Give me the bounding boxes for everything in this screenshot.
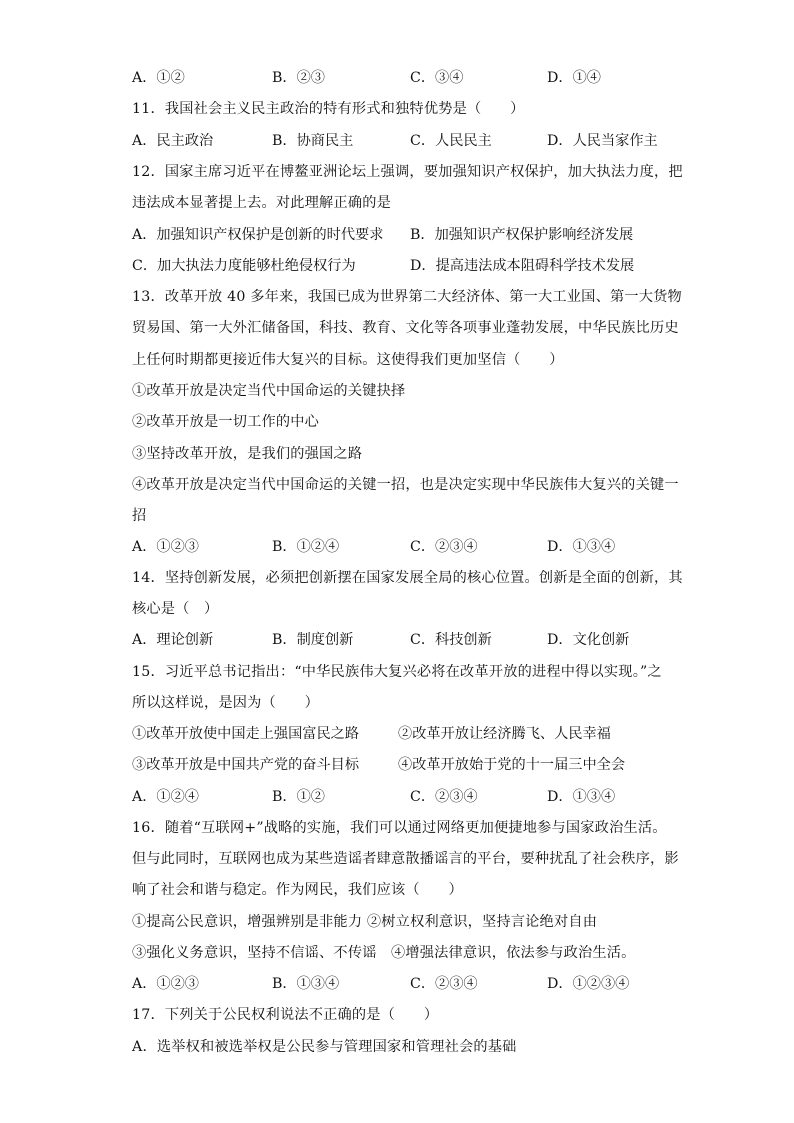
statement-item: ④改革开放始于党的十一届三中全会: [398, 757, 626, 773]
question-stem: 11．我国社会主义民主政治的特有形式和独特优势是（ ）: [132, 101, 525, 117]
option-c: C．②③④: [410, 539, 478, 555]
option-a: A．①②③: [132, 539, 199, 555]
statement-item: ②改革开放让经济腾飞、人民幸福: [398, 726, 611, 742]
question-stem: 违法成本显著提上去。对此理解正确的是: [132, 195, 391, 211]
option-a: A．加强知识产权保护是创新的时代要求: [132, 227, 384, 243]
question-stem: 所以这样说，是因为（ ）: [132, 695, 320, 711]
question-stem: 13．改革开放 40 多年来，我国已成为世界第二大经济体、第一大工业国、第一大货物: [132, 289, 682, 305]
option-c: C．③④: [410, 70, 464, 86]
option-d: D．①②③④: [547, 976, 630, 992]
option-d: D．①④: [547, 70, 601, 86]
option-b: B．②③: [272, 70, 325, 86]
option-b: B．制度创新: [272, 632, 354, 648]
option-a: A．理论创新: [132, 632, 214, 648]
option-b: B．加强知识产权保护影响经济发展: [410, 227, 634, 243]
question-stem: 12．国家主席习近平在博鳌亚洲论坛上强调，要加强知识产权保护，加大执法力度，把: [132, 164, 683, 180]
question-stem: 15．习近平总书记指出：“中华民族伟大复兴必将在改革开放的进程中得以实现。”之: [132, 664, 662, 680]
statement-item: ①提高公民意识，增强辨别是非能力 ②树立权利意识，坚持言论绝对自由: [132, 914, 598, 930]
option-d: D．提高违法成本阻碍科学技术发展: [410, 258, 635, 274]
statement-item: ①改革开放是决定当代中国命运的关键抉择: [132, 383, 406, 399]
option-c: C．加大执法力度能够杜绝侵权行为: [132, 258, 356, 274]
option-d: D．①③④: [547, 789, 616, 805]
statement-item: 招: [132, 508, 147, 524]
question-stem: 贸易国、第一大外汇储备国，科技、教育、文化等各项事业蓬勃发展，中华民族比历史: [132, 320, 679, 336]
option-b: B．协商民主: [272, 133, 354, 149]
option-b: B．①②④: [272, 539, 340, 555]
option-a: A．①②④: [132, 789, 199, 805]
option-a: A．①②③: [132, 976, 199, 992]
question-stem: 16．随着“互联网+”战略的实施，我们可以通过网络更加便捷地参与国家政治生活。: [132, 820, 667, 836]
option-a: A．①②: [132, 70, 185, 86]
statement-item: ①改革开放使中国走上强国富民之路: [132, 726, 360, 742]
option-c: C．②③④: [410, 976, 478, 992]
option-c: C．人民民主: [410, 133, 492, 149]
statement-item: ④改革开放是决定当代中国命运的关键一招，也是决定实现中华民族伟大复兴的关键一: [132, 477, 679, 493]
question-stem: 响了社会和谐与稳定。作为网民，我们应该（ ）: [132, 882, 463, 898]
option-a: A．民主政治: [132, 133, 214, 149]
option-a: A．选举权和被选举权是公民参与管理国家和管理社会的基础: [132, 1039, 517, 1055]
question-stem: 但与此同时，互联网也成为某些造谣者肆意散播谣言的平台，要种扰乱了社会秩序，影: [132, 851, 679, 867]
option-b: B．①②: [272, 789, 325, 805]
question-stem: 14．坚持创新发展，必须把创新摆在国家发展全局的核心位置。创新是全面的创新，其: [132, 570, 683, 586]
option-d: D．文化创新: [547, 632, 630, 648]
option-b: B．①③④: [272, 976, 340, 992]
statement-item: ③改革开放是中国共产党的奋斗目标: [132, 757, 360, 773]
option-d: D．①③④: [547, 539, 616, 555]
option-c: C．②③④: [410, 789, 478, 805]
question-stem: 上任何时期都更接近伟大复兴的目标。这使得我们更加坚信（ ）: [132, 352, 564, 368]
question-stem: 17．下列关于公民权利说法不正确的是（ ）: [132, 1007, 439, 1023]
option-d: D．人民当家作主: [547, 133, 658, 149]
statement-item: ②改革开放是一切工作的中心: [132, 414, 320, 430]
statement-item: ③强化义务意识，坚持不信谣、不传谣 ④增强法律意识，依法参与政治生活。: [132, 945, 636, 961]
option-c: C．科技创新: [410, 632, 492, 648]
statement-item: ③坚持改革开放，是我们的强国之路: [132, 446, 363, 462]
question-stem: 核心是（ ）: [132, 601, 219, 617]
